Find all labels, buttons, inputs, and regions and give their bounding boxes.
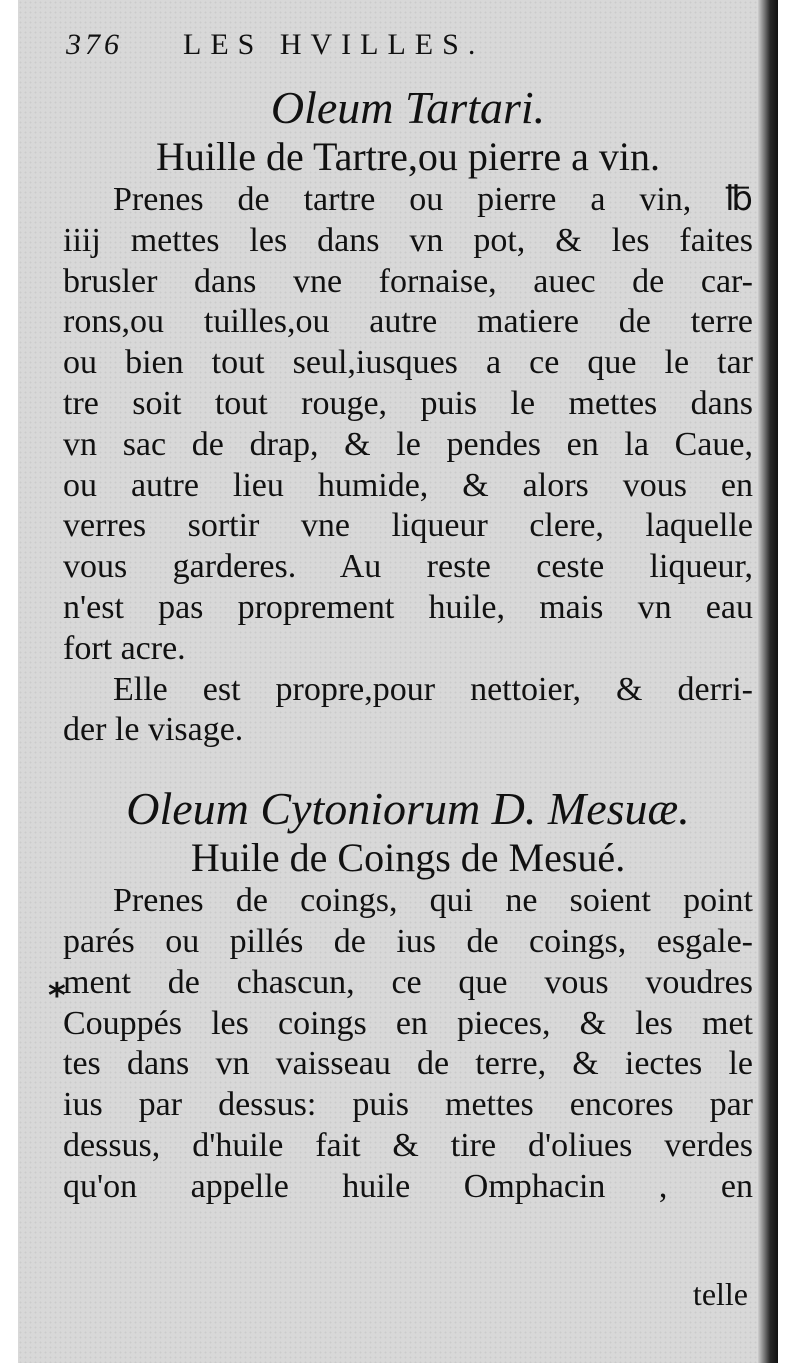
section1-body: [63, 180, 753, 751]
text-line: brusler dans vne fornaise, auec de car-: [63, 262, 753, 300]
text-line: vn sac de drap, & le pendes en la Caue,: [63, 425, 753, 463]
latin-title-tartari: Oleum Tartari.: [270, 82, 546, 133]
catchword: telle: [692, 1276, 748, 1312]
text-line: Prenes de tartre ou pierre a vin, ℔: [113, 181, 753, 218]
text-line: der le visage.: [63, 711, 244, 749]
asterisk-marker: *: [48, 976, 66, 1016]
section2-body: [63, 881, 753, 1207]
text-line: Couppés les coings en pieces, & les met: [63, 1004, 753, 1042]
text-block: [63, 82, 753, 1208]
text-line: ius par dessus: puis mettes encores par: [63, 1086, 753, 1124]
page-number: 376: [66, 28, 123, 61]
text-line: Elle est propre,pour nettoier, & derri-: [113, 670, 753, 708]
book-page: [18, 0, 778, 1363]
section-gap: [63, 751, 753, 783]
running-title: LES HVILLES.: [183, 28, 485, 61]
text-line: n'est pas proprement huile, mais vn eau: [63, 588, 753, 626]
text-line: verres sortir vne liqueur clere, laquelle: [63, 507, 753, 545]
page-edge-shadow: [758, 0, 778, 1363]
text-line: rons,ou tuilles,ou autre matiere de terre: [63, 303, 753, 341]
text-line: ou bien tout seul,iusques a ce que le tar: [63, 344, 753, 382]
text-line: parés ou pillés de ius de coings, esgale-: [63, 922, 753, 960]
text-line: qu'on appelle huile Omphacin , en: [63, 1167, 753, 1205]
text-line: iiij mettes les dans vn pot, & les faites: [63, 221, 753, 259]
text-line: vous garderes. Au reste ceste liqueur,: [63, 548, 753, 586]
text-line: fort acre.: [63, 629, 186, 667]
french-title-coings: Huile de Coings de Mesué.: [190, 835, 626, 881]
text-line: ou autre lieu humide, & alors vous en: [63, 466, 753, 504]
french-title-tartre: Huille de Tartre,ou pierre a vin.: [155, 134, 661, 179]
text-line: tes dans vn vaisseau de terre, & iectes le: [63, 1045, 753, 1083]
latin-title-cytoniorum: Oleum Cytoniorum D. Mesuæ.: [126, 783, 690, 835]
text-line: tre soit tout rouge, puis le mettes dans: [63, 384, 753, 422]
text-line: ment de chascun, ce que vous voudres: [63, 963, 753, 1001]
text-line: dessus, d'huile fait & tire d'oliues verdes: [63, 1126, 753, 1164]
page-header: [66, 28, 626, 62]
text-line: Prenes de coings, qui ne soient point: [113, 882, 753, 920]
